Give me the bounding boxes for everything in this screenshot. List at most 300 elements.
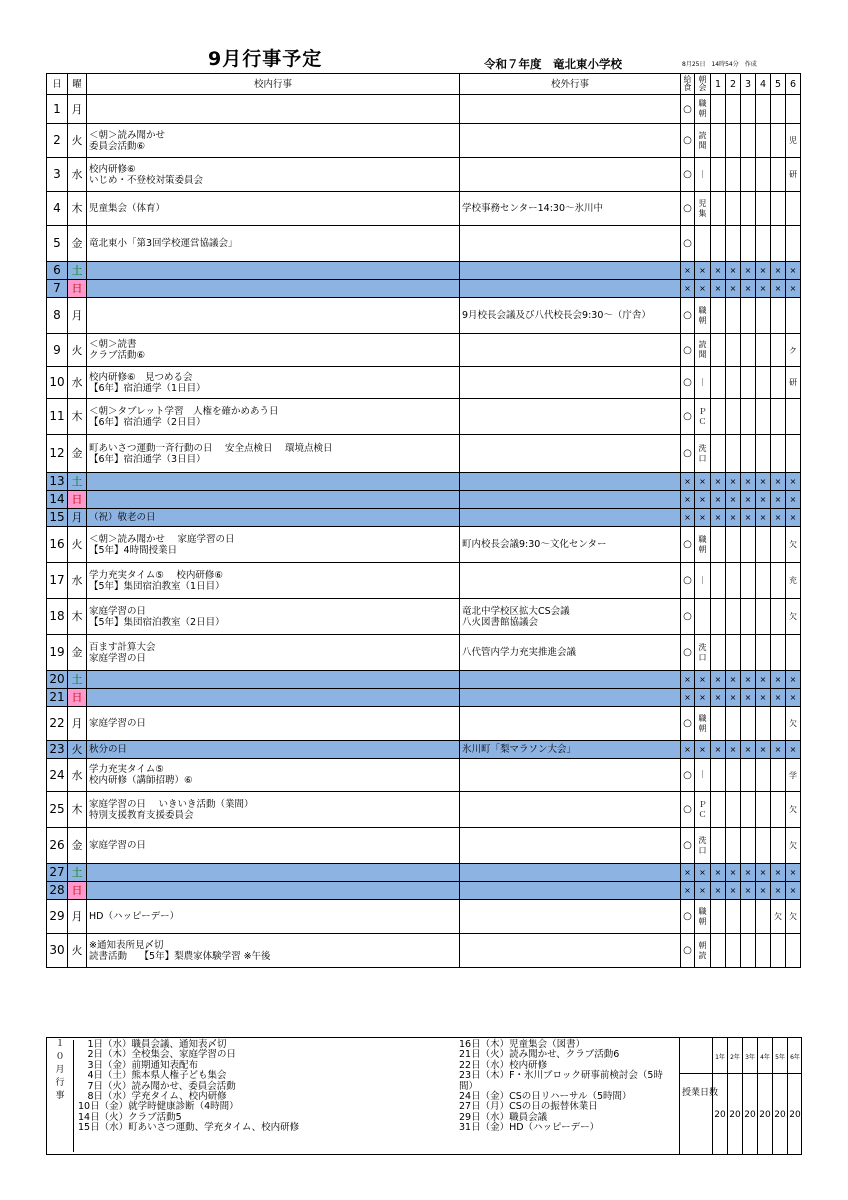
grade-3-mark: [741, 527, 756, 563]
day-number: 4: [47, 192, 68, 226]
schedule-row: [47, 527, 801, 563]
inschool-event-line: 【5年】集団宿泊教室（2日目）: [89, 616, 225, 628]
outschool-events: [460, 192, 681, 226]
inschool-event-line: 【5年】集団宿泊教室（1日目）: [89, 580, 225, 592]
grade-6-mark: 欠: [786, 792, 801, 828]
grade-4-mark: ×: [756, 509, 771, 527]
grade-2-mark: [726, 298, 741, 334]
grade-5-mark: ×: [771, 473, 786, 491]
grade-2-mark: ×: [726, 882, 741, 900]
grade-4-mark: [756, 759, 771, 792]
inschool-event-line: 家庭学習の日: [89, 605, 147, 617]
lesson-days-col: [712, 1038, 727, 1154]
weekday: 土: [68, 473, 87, 491]
inschool-events: [87, 262, 460, 280]
weekday: 木: [68, 792, 87, 828]
grade-3-mark: ×: [741, 262, 756, 280]
schedule-row: [47, 882, 801, 900]
schedule-row: [47, 934, 801, 968]
weekday: 日: [68, 689, 87, 707]
inschool-event-line: 家庭学習の日: [89, 652, 147, 664]
assembly-mark: 職 朝: [695, 527, 711, 563]
schedule-row: [47, 491, 801, 509]
lesson-divider: [758, 1073, 772, 1074]
lunch-mark: ○: [681, 527, 695, 563]
inschool-events: [87, 298, 460, 334]
header-inschool: 校内行事: [87, 74, 460, 95]
day-number: 11: [47, 399, 68, 435]
grade-6-mark: ×: [786, 491, 801, 509]
outschool-events: [460, 473, 681, 491]
grade-1-mark: [711, 124, 726, 158]
assembly-mark: ×: [695, 689, 711, 707]
inschool-events: [87, 124, 460, 158]
grade-6-mark: [786, 95, 801, 124]
outschool-events: [460, 599, 681, 635]
grade-3-mark: ×: [741, 882, 756, 900]
inschool-event-line: 特別支援教育支援委員会: [89, 809, 194, 821]
inschool-event-line: HD（ハッピーデー）: [89, 911, 180, 922]
grade-1-mark: [711, 95, 726, 124]
grade-6-mark: ×: [786, 473, 801, 491]
lunch-mark: ○: [681, 828, 695, 864]
grade-6-mark: [786, 435, 801, 473]
weekday: 土: [68, 864, 87, 882]
october-label-char: 行: [55, 1078, 65, 1088]
inschool-event-line: 【5年】4時間授業日: [89, 544, 178, 556]
lunch-mark: ○: [681, 367, 695, 399]
outschool-events: [460, 671, 681, 689]
grade-6-mark: ×: [786, 262, 801, 280]
october-event-item: 2日（木）全校集会、家庭学習の日: [78, 1049, 237, 1061]
grade-6-mark: 学: [786, 759, 801, 792]
lunch-mark: ○: [681, 792, 695, 828]
lesson-days-value: 20: [714, 1110, 726, 1120]
grade-3-mark: ×: [741, 741, 756, 759]
grade-3-mark: [741, 192, 756, 226]
inschool-events: [87, 95, 460, 124]
weekday: 日: [68, 280, 87, 298]
grade-6-mark: 欠: [786, 707, 801, 741]
grade-5-mark: [771, 435, 786, 473]
grade-5-mark: ×: [771, 689, 786, 707]
grade-4-mark: [756, 707, 771, 741]
header-grade-4: 4: [756, 74, 771, 95]
schedule-row: [47, 95, 801, 124]
assembly-mark: 洗 口: [695, 635, 711, 671]
grade-5-mark: [771, 527, 786, 563]
grade-6-mark: ×: [786, 864, 801, 882]
grade-2-mark: [726, 226, 741, 262]
grade-2-mark: ×: [726, 491, 741, 509]
day-number: 1: [47, 95, 68, 124]
october-event-item: 22日（水）校内研修: [459, 1059, 548, 1071]
day-number: 26: [47, 828, 68, 864]
schedule-row: [47, 828, 801, 864]
october-event-item: 10日（金）就学時健康診断（4時間）: [78, 1101, 239, 1113]
assembly-mark: 洗 口: [695, 828, 711, 864]
lesson-days-col: [727, 1038, 742, 1154]
outschool-events: [460, 124, 681, 158]
day-number: 2: [47, 124, 68, 158]
inschool-event-line: 児童集会（体育）: [89, 203, 166, 214]
day-number: 25: [47, 792, 68, 828]
grade-5-mark: [771, 759, 786, 792]
lunch-mark: ○: [681, 900, 695, 934]
grade-2-mark: ×: [726, 473, 741, 491]
grade-4-mark: [756, 792, 771, 828]
grade-2-mark: [726, 934, 741, 968]
lesson-days-value: 20: [729, 1110, 741, 1120]
day-number: 24: [47, 759, 68, 792]
lunch-mark: ×: [681, 262, 695, 280]
grade-2-mark: [726, 599, 741, 635]
assembly-mark: ×: [695, 262, 711, 280]
grade-1-mark: [711, 599, 726, 635]
lesson-divider: [728, 1073, 742, 1074]
grade-5-mark: [771, 367, 786, 399]
schedule-row: [47, 741, 801, 759]
grade-3-mark: [741, 435, 756, 473]
grade-1-mark: ×: [711, 473, 726, 491]
schedule-row: [47, 671, 801, 689]
weekday: 月: [68, 707, 87, 741]
inschool-event-line: 町あいさつ運動一斉行動の日 安全点検日 環境点検日: [89, 442, 333, 454]
grade-4-mark: [756, 95, 771, 124]
schedule-row: [47, 473, 801, 491]
grade-6-mark: ク: [786, 334, 801, 367]
grade-3-mark: [741, 599, 756, 635]
weekday: 月: [68, 509, 87, 527]
grade-2-mark: [726, 792, 741, 828]
grade-5-mark: ×: [771, 864, 786, 882]
grade-6-mark: ×: [786, 280, 801, 298]
lunch-mark: ○: [681, 635, 695, 671]
inschool-events: [87, 689, 460, 707]
assembly-mark: 朝 読: [695, 934, 711, 968]
assembly-mark: 読 聞: [695, 334, 711, 367]
grade-1-mark: [711, 792, 726, 828]
inschool-event-line: 学力充実タイム⑤: [89, 764, 164, 775]
outschool-events: [460, 280, 681, 298]
assembly-mark: ×: [695, 882, 711, 900]
grade-3-mark: [741, 334, 756, 367]
schedule-row: [47, 399, 801, 435]
october-label-char: 事: [55, 1091, 65, 1101]
day-number: 20: [47, 671, 68, 689]
header-weekday: 曜: [68, 74, 87, 95]
outschool-events: [460, 399, 681, 435]
schedule-row: [47, 900, 801, 934]
grade-3-mark: [741, 158, 756, 192]
outschool-events: [460, 828, 681, 864]
grade-4-mark: [756, 226, 771, 262]
assembly-mark: 職 朝: [695, 298, 711, 334]
lunch-mark: ×: [681, 864, 695, 882]
lesson-days-col: [742, 1038, 757, 1154]
grade-5-mark: [771, 95, 786, 124]
inschool-event-line: いじめ・不登校対策委員会: [89, 174, 204, 186]
day-number: 8: [47, 298, 68, 334]
inschool-events: [87, 741, 460, 759]
grade-3-mark: ×: [741, 280, 756, 298]
day-number: 13: [47, 473, 68, 491]
grade-3-mark: [741, 399, 756, 435]
outschool-events: [460, 491, 681, 509]
header-grade-2: 2: [726, 74, 741, 95]
day-number: 5: [47, 226, 68, 262]
grade-3-mark: [741, 828, 756, 864]
lunch-mark: ×: [681, 491, 695, 509]
october-event-item: 24日（金）CSの日リハーサル（5時間）: [459, 1091, 632, 1103]
grade-1-mark: ×: [711, 689, 726, 707]
grade-3-mark: [741, 124, 756, 158]
grade-3-mark: [741, 635, 756, 671]
outschool-events: [460, 158, 681, 192]
assembly-mark: ｜: [695, 759, 711, 792]
schedule-row: [47, 158, 801, 192]
grade-5-mark: [771, 124, 786, 158]
grade-2-mark: [726, 158, 741, 192]
grade-5-mark: ×: [771, 280, 786, 298]
lunch-mark: ×: [681, 741, 695, 759]
schedule-row: [47, 334, 801, 367]
assembly-mark: ×: [695, 509, 711, 527]
grade-1-mark: ×: [711, 882, 726, 900]
inschool-events: [87, 192, 460, 226]
weekday: 水: [68, 563, 87, 599]
day-number: 15: [47, 509, 68, 527]
inschool-event-line: 家庭学習の日: [89, 840, 147, 851]
outschool-events: [460, 759, 681, 792]
schedule-row: [47, 226, 801, 262]
header-grade-6: 6: [786, 74, 801, 95]
inschool-events: [87, 280, 460, 298]
assembly-mark: [695, 599, 711, 635]
weekday: 金: [68, 435, 87, 473]
assembly-mark: 職 朝: [695, 707, 711, 741]
grade-2-mark: [726, 334, 741, 367]
weekday: 火: [68, 334, 87, 367]
header-lunch: 給食: [681, 74, 695, 95]
outschool-events: [460, 226, 681, 262]
outschool-event-line: 竜北中学校区拡大CS会議: [462, 605, 570, 617]
header-assembly: 朝会: [695, 74, 711, 95]
october-label: [47, 1038, 73, 1154]
october-events-col1: [73, 1040, 486, 1152]
grade-2-mark: ×: [726, 689, 741, 707]
lunch-mark: ○: [681, 298, 695, 334]
outschool-event-line: 八火図書館協議会: [462, 616, 539, 628]
grade-6-mark: 充: [786, 563, 801, 599]
grade-2-mark: [726, 192, 741, 226]
grade-5-mark: 欠: [771, 900, 786, 934]
schedule-table: [46, 73, 801, 968]
grade-4-mark: [756, 563, 771, 599]
inschool-event-line: 委員会活動⑥: [89, 140, 146, 152]
grade-5-mark: [771, 934, 786, 968]
october-event-item: 31日（金）HD（ハッピーデー）: [459, 1122, 600, 1134]
grade-1-mark: [711, 759, 726, 792]
inschool-event-line: 百ます計算大会: [89, 641, 156, 653]
lesson-grade-label: 1年: [715, 1054, 725, 1061]
grade-1-mark: [711, 435, 726, 473]
assembly-mark: 洗 口: [695, 435, 711, 473]
weekday: 木: [68, 599, 87, 635]
weekday: 日: [68, 491, 87, 509]
grade-4-mark: ×: [756, 741, 771, 759]
grade-1-mark: ×: [711, 671, 726, 689]
grade-1-mark: [711, 707, 726, 741]
grade-2-mark: [726, 900, 741, 934]
lesson-grade-label: 6年: [790, 1054, 800, 1061]
grade-5-mark: [771, 828, 786, 864]
schedule-row: [47, 635, 801, 671]
schedule-row: [47, 563, 801, 599]
assembly-mark: 読 聞: [695, 124, 711, 158]
grade-4-mark: ×: [756, 262, 771, 280]
weekday: 水: [68, 158, 87, 192]
lunch-mark: ○: [681, 435, 695, 473]
grade-6-mark: [786, 226, 801, 262]
inschool-events: [87, 599, 460, 635]
weekday: 火: [68, 124, 87, 158]
inschool-events: [87, 491, 460, 509]
october-event-item: 16日（木）児童集会（図書）: [459, 1039, 586, 1050]
table-header-row: [47, 74, 801, 95]
grade-2-mark: [726, 759, 741, 792]
grade-2-mark: ×: [726, 671, 741, 689]
inschool-events: [87, 792, 460, 828]
grade-1-mark: [711, 334, 726, 367]
grade-6-mark: [786, 192, 801, 226]
day-number: 21: [47, 689, 68, 707]
day-number: 19: [47, 635, 68, 671]
grade-4-mark: [756, 828, 771, 864]
grade-3-mark: [741, 298, 756, 334]
inschool-event-line: 【6年】宿泊通学（3日目）: [89, 453, 206, 465]
grade-5-mark: ×: [771, 262, 786, 280]
lunch-mark: ×: [681, 882, 695, 900]
grade-5-mark: [771, 399, 786, 435]
page-title: 9月行事予定: [208, 48, 323, 70]
assembly-mark: ｜: [695, 367, 711, 399]
grade-6-mark: 欠: [786, 527, 801, 563]
grade-2-mark: [726, 707, 741, 741]
grade-1-mark: ×: [711, 741, 726, 759]
assembly-mark: ×: [695, 671, 711, 689]
october-label-char: ０: [55, 1052, 65, 1062]
grade-4-mark: [756, 192, 771, 226]
inschool-events: [87, 900, 460, 934]
grade-2-mark: [726, 435, 741, 473]
grade-1-mark: [711, 635, 726, 671]
lesson-divider: [713, 1073, 727, 1074]
grade-6-mark: [786, 298, 801, 334]
lesson-days-col: [772, 1038, 787, 1154]
weekday: 金: [68, 828, 87, 864]
grade-3-mark: [741, 563, 756, 599]
grade-5-mark: ×: [771, 491, 786, 509]
grade-4-mark: ×: [756, 473, 771, 491]
lunch-mark: ○: [681, 158, 695, 192]
lunch-mark: ○: [681, 563, 695, 599]
grade-3-mark: ×: [741, 689, 756, 707]
schedule-row: [47, 124, 801, 158]
schedule-row: [47, 689, 801, 707]
lunch-mark: ○: [681, 399, 695, 435]
inschool-events: [87, 635, 460, 671]
grade-3-mark: ×: [741, 864, 756, 882]
grade-3-mark: [741, 707, 756, 741]
inschool-event-line: ＜朝＞読み聞かせ 家庭学習の日: [89, 533, 235, 545]
lunch-mark: ×: [681, 473, 695, 491]
inschool-events: [87, 399, 460, 435]
october-label-char: 月: [55, 1065, 65, 1075]
grade-1-mark: [711, 158, 726, 192]
inschool-event-line: 校内研修（講師招聘）⑥: [89, 775, 193, 786]
assembly-mark: ｜: [695, 563, 711, 599]
outschool-events: [460, 707, 681, 741]
lesson-days-label: 授業日数: [680, 1073, 720, 1153]
inschool-event-line: ＜朝＞読み聞かせ: [89, 129, 166, 141]
grade-3-mark: ×: [741, 671, 756, 689]
inschool-event-line: ＜朝＞読書: [89, 339, 137, 350]
grade-6-mark: 児: [786, 124, 801, 158]
grade-5-mark: [771, 707, 786, 741]
day-number: 12: [47, 435, 68, 473]
lunch-mark: ×: [681, 689, 695, 707]
grade-4-mark: [756, 124, 771, 158]
lesson-divider: [773, 1073, 787, 1074]
schedule-row: [47, 280, 801, 298]
weekday: 日: [68, 882, 87, 900]
grade-6-mark: [786, 399, 801, 435]
grade-2-mark: [726, 563, 741, 599]
grade-2-mark: ×: [726, 741, 741, 759]
grade-4-mark: [756, 399, 771, 435]
grade-2-mark: ×: [726, 864, 741, 882]
lunch-mark: ○: [681, 95, 695, 124]
grade-3-mark: ×: [741, 509, 756, 527]
outschool-event-line: 9月校長会議及び八代校長会9:30～（庁舎）: [462, 310, 651, 321]
weekday: 金: [68, 635, 87, 671]
grade-4-mark: [756, 934, 771, 968]
lunch-mark: ○: [681, 226, 695, 262]
weekday: 火: [68, 934, 87, 968]
inschool-event-line: 【6年】宿泊通学（1日目）: [89, 382, 206, 394]
grade-2-mark: ×: [726, 280, 741, 298]
inschool-event-line: 家庭学習の日 いきいき活動（業間）: [89, 798, 254, 810]
assembly-mark: 児 集: [695, 192, 711, 226]
lesson-days-value: 20: [774, 1110, 786, 1120]
grade-5-mark: [771, 635, 786, 671]
grade-5-mark: ×: [771, 882, 786, 900]
october-events-col2: [459, 1040, 683, 1134]
created-timestamp: 8月25日 14時54分 作成: [682, 61, 757, 68]
outschool-events: [460, 95, 681, 124]
october-event-item: 15日（水）町あいさつ運動、学充タイム、校内研修: [78, 1122, 300, 1134]
inschool-events: [87, 759, 460, 792]
grade-4-mark: [756, 367, 771, 399]
lesson-divider: [743, 1073, 757, 1074]
lunch-mark: ○: [681, 759, 695, 792]
outschool-event-line: 町内校長会議9:30～文化センター: [462, 539, 607, 550]
lesson-days-box: [679, 1038, 802, 1154]
header-grade-1: 1: [711, 74, 726, 95]
inschool-events: [87, 435, 460, 473]
inschool-event-line: 竜北東小「第3回学校運営協議会」: [89, 238, 238, 249]
